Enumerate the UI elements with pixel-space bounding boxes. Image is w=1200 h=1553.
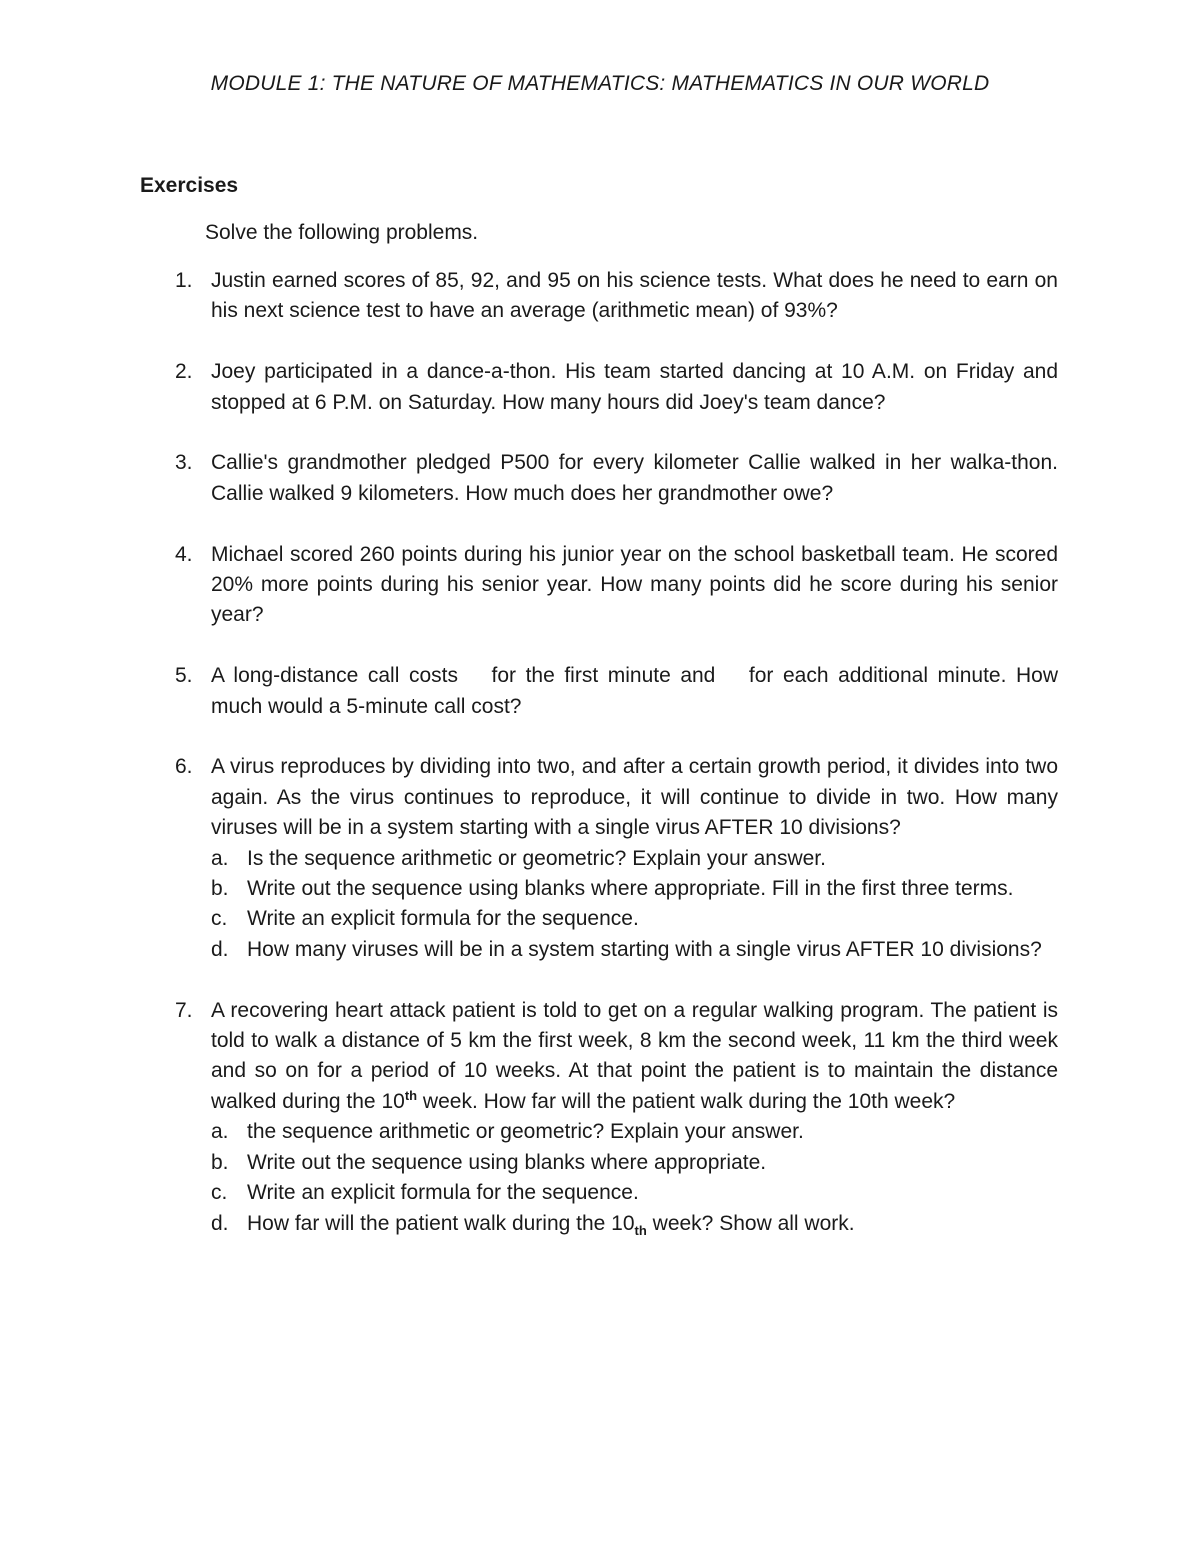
problem-text: Callie's grandmother pledged P500 for every kilometer Callie walked in her walka-thon. Callie walked 9 kilometers. How much does her grandmother owe? xyxy=(211,451,1058,505)
sub-text: Is the sequence arithmetic or geometric? Explain your answer. xyxy=(247,846,826,870)
problem-number: 4. xyxy=(175,542,193,566)
sub-letter: b. xyxy=(211,1150,229,1174)
problem-7 xyxy=(175,996,1058,1239)
section-title: Exercises xyxy=(140,174,239,197)
problem-text: A virus reproduces by dividing into two, and after a certain growth period, it divides into two again. As the virus continues to reproduce, it will continue to divide in two. How many viruses will be in a system starting with a single virus AFTER 10 divisions? xyxy=(211,755,1058,840)
sub-letter: d. xyxy=(211,937,229,961)
sub-text: Write an explicit formula for the sequence. xyxy=(247,907,639,931)
sub-question xyxy=(211,935,1058,965)
sub-text: the sequence arithmetic or geometric? Explain your answer. xyxy=(247,1120,804,1144)
sub-text-part: How far will the patient walk during the 10 xyxy=(247,1211,635,1235)
sub-question xyxy=(211,874,1058,904)
problem-list xyxy=(175,266,1058,1269)
sub-question xyxy=(211,844,1058,874)
sub-text xyxy=(247,1209,1058,1239)
problem-1 xyxy=(175,266,1058,327)
sub-letter: d. xyxy=(211,1211,229,1235)
problem-text xyxy=(211,661,1058,722)
sub-letter: b. xyxy=(211,877,229,901)
sub-question xyxy=(211,1209,1058,1239)
sub-question xyxy=(211,1178,1058,1208)
sub-question xyxy=(211,1117,1058,1147)
problem-5 xyxy=(175,661,1058,722)
problem-text-part: A recovering heart attack patient is told to get on a regular walking program. The patient is told to walk a distance of 5 km the first week, 8 km the second week, 11 km the third week and so on for a period of 10 weeks. At that point the patient is to maintain the distance walked during the 10 xyxy=(211,998,1058,1113)
sub-text: Write out the sequence using blanks where appropriate. Fill in the first three terms. xyxy=(247,877,1014,901)
problem-text-part: for the first minute and xyxy=(491,664,716,688)
problem-text xyxy=(211,996,1058,1118)
problem-number: 7. xyxy=(175,998,193,1022)
problem-text: Joey participated in a dance-a-thon. His team started dancing at 10 A.M. on Friday and stopped at 6 P.M. on Saturday. How many hours did Joey's team dance? xyxy=(211,360,1058,414)
sub-letter: c. xyxy=(211,907,228,931)
sub-text: Write an explicit formula for the sequence. xyxy=(247,1181,639,1205)
ordinal-superscript: th xyxy=(404,1087,418,1103)
problem-number: 1. xyxy=(175,269,193,292)
problem-text-part: for each additional minute. How much would a 5-minute call cost? xyxy=(211,664,1058,718)
ordinal-subscript: th xyxy=(634,1222,647,1238)
problem-6 xyxy=(175,752,1058,965)
problem-2 xyxy=(175,357,1058,418)
problem-text-part: week. How far will the patient walk during the 10th week? xyxy=(417,1089,956,1113)
problem-number: 2. xyxy=(175,360,193,384)
problem-text-part: A long-distance call costs xyxy=(211,664,458,688)
problem-3 xyxy=(175,448,1058,509)
problem-number: 6. xyxy=(175,755,193,779)
problem-number: 3. xyxy=(175,451,193,475)
module-header: MODULE 1: THE NATURE OF MATHEMATICS: MATHEMATICS IN OUR WORLD xyxy=(210,72,990,95)
sub-question xyxy=(211,904,1058,934)
instruction-text: Solve the following problems. xyxy=(205,221,479,244)
problem-number: 5. xyxy=(175,664,193,688)
problem-4 xyxy=(175,540,1058,631)
sub-question xyxy=(211,1148,1058,1178)
sub-letter: a. xyxy=(211,1120,229,1144)
problem-text: Justin earned scores of 85, 92, and 95 on his science tests. What does he need to earn on his next science test to have an average (arithmetic mean) of 93%? xyxy=(211,269,1058,323)
sub-text-part: week? Show all work. xyxy=(646,1211,855,1235)
sub-text: Write out the sequence using blanks where appropriate. xyxy=(247,1150,767,1174)
sub-letter: a. xyxy=(211,846,229,870)
problem-text: Michael scored 260 points during his junior year on the school basketball team. He scored 20% more points during his senior year. How many points did he score during his senior year? xyxy=(211,542,1058,627)
sub-text: How many viruses will be in a system starting with a single virus AFTER 10 divisions? xyxy=(247,937,1042,961)
sub-letter: c. xyxy=(211,1181,228,1205)
